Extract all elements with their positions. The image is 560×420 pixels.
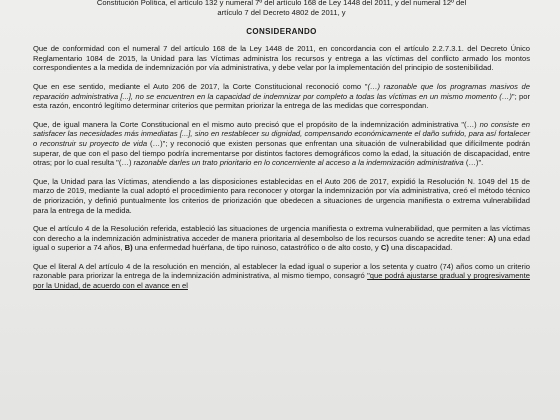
header-line-2: artículo 7 del Decreto 4802 de 2011, y [217,7,346,17]
paragraph-text: una edad igual o superior a 74 años, [33,233,530,253]
paragraph-text: razonable darles un trato prioritario en lo concerniente al acceso a la indemnización administrativa [133,158,464,168]
paragraph-text: Que el literal A del artículo 4 de la resolución en mención, al establecer la edad igual o superior a los setenta y cuatro (74) años como un criterio razonable para priorizar la entrega de la indemnización administrativa, al mismo tiempo, consagró [33,261,530,281]
paragraph-text: Que de conformidad con el numeral 7 del artículo 168 de la Ley 1448 de 2011, en concordancia con el artículo 2.2.7.3.1. del Decreto Único Reglamentario 1084 de 2015, la Unidad para las Víctimas administra los recursos y entrega a las víctimas del conflicto armado los montos correspondientes a la medida de indemnización por vía administrativa, y debe velar por la implementación del principio de sostenibilidad. [33,44,530,73]
paragraph-text: una enfermedad huérfana, de tipo ruinoso, catastrófico o de alto costo, y [132,243,381,253]
paragraph-text: (…)"; y reconoció que existen personas que enfrentan una situación de vulnerabilidad que difícilmente podrán superar, de que con el paso del tiempo podría incrementarse por distintos factores demográficos como la edad, la situación de discapacidad, entre otras; por lo cual resulta "(…) [33,138,530,168]
paragraph-text: no consiste en satisfacer las necesidades más inmediatas [...], sino en restablecer su dignidad, compensando económicamente el daño sufrido, para así fortalecer o reconstruir su proyecto de vida [33,119,530,148]
paragraph-text: B) [124,243,133,253]
paragraph-p2 [33,82,530,111]
paragraph-text: (…) razonable que los programas masivos de reparación administrativa [...], no se encuentren en la capacidad de indemnizar por completo a todas las víctimas en un mismo momento (…) [33,81,530,101]
paragraph-text: Que el artículo 4 de la Resolución referida, estableció las situaciones de urgencia manifiesta o extrema vulnerabilidad, que permiten a las víctimas con derecho a la indemnización administrativa acceder de manera prioritaria al desembolso de los recursos cuando se acredite tener: [33,224,530,243]
section-title: CONSIDERANDO [246,27,317,37]
paragraph-p4 [33,177,530,215]
paragraph-p1 [33,44,530,73]
paragraph-text: C) [380,243,389,253]
paragraph-text: Que en ese sentido, mediante el Auto 206 de 2017, la Corte Constitucional reconoció como " [33,81,368,91]
paragraph-text: Que, de igual manera la Corte Constitucional en el mismo auto precisó que el propósito de la indemnización administrativa "(…) [33,119,480,129]
paragraph-text: Que, la Unidad para las Víctimas, atendiendo a las disposiciones establecidas en el Auto 206 de 2017, expidió la Resolución N. 1049 del 15 de marzo de 2019, mediante la cual adoptó el procedimiento para reconocer y otorgar la indemnización por vía administrativa, creó el método técnico de priorización, y definió puntualmente los criterios de priorización que obedecen a situaciones de urgencia manifiesta o extrema vulnerabilidad para la entrega de la medida. [33,176,530,215]
header-line-1: Constitución Política, el artículo 132 y numeral 7º del artículo 168 de Ley 1448 del 2011, y del numeral 12º del [96,0,467,7]
paragraph-list [33,44,530,290]
paragraph-p3 [33,120,530,168]
header-legal-basis [33,0,530,17]
document-body [33,0,530,300]
paragraph-p6 [33,262,530,291]
paragraph-text: una discapacidad. [388,243,453,253]
paragraph-p5 [33,224,530,253]
paragraph-text: (…)". [463,158,484,168]
paragraph-text: "; por esta razón, encontró legítimo determinar criterios que permitan priorizar la entrega de las medidas que correspondan. [33,91,531,111]
paragraph-text: A) [487,233,496,243]
paragraph-text: "que podrá ajustarse gradual y progresivamente por la Unidad, de acuerdo con el avance en el [33,271,530,291]
